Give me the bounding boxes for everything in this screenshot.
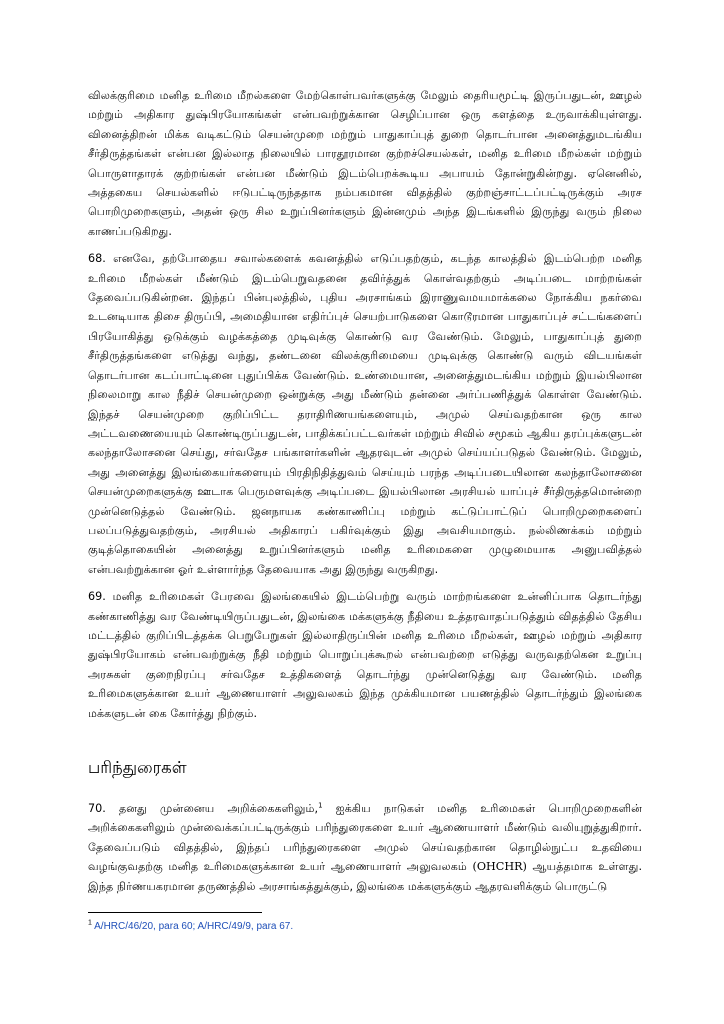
document-body [88,86,642,896]
footnote [88,921,293,933]
section-heading-recommendations: பரிந்துரைகள் [88,758,187,777]
footnote-divider [88,912,262,913]
paragraph-70-part3: ஆயத்தமாக உள்ளது. இந்த நிர்ணயகரமான தருணத்தில் அரசாங்கத்துக்கும், இலங்கை மக்களுக்கும் ஆதரவளிக்கும் பொருட்டு [88,860,642,893]
footnote-link[interactable]: A/HRC/46/20, para 60; A/HRC/49/9, para 67. [94,921,294,932]
paragraph-69: 69. மனித உரிமைகள் பேரவை இலங்கையில் இடம்பெற்று வரும் மாற்றங்களை உன்னிப்பாக தொடர்ந்து கண்காணித்து வர வேண்டியிருப்பதுடன், இலங்கை மக்களுக்கு நீதியை உத்தரவாதப்படுத்தும் விதத்தில் தேசிய மட்டத்தில் குறிப்பிடத்தக்க பெறுபேறுகள் இல்லாதிருப்பின் மனித உரிமை மீறல்கள், ஊழல் மற்றும் அதிகார துஷ்பிரயோகம் என்பவற்றுக்கு நீதி மற்றும் பொறுப்புக்கூறல் என்பவற்றை எடுத்து வருவதற்கென உறுப்பு அரசுகள் குறைநிரப்பு சர்வதேச உத்திகளைத் தொடர்ந்து முன்னெடுத்து வர வேண்டும். மனித உரிமைகளுக்கான உயர் ஆணையாளர் அலுவலகம் இந்த முக்கியமான பயணத்தில் தொடர்ந்தும் இலங்கை மக்களுடன் கை கோர்த்து நிற்கும். [88,590,642,720]
paragraph-68: 68. எனவே, தற்போதைய சவால்களைக் கவனத்தில் எடுப்பதற்கும், கடந்த காலத்தில் இடம்பெற்ற மனித உரிமை மீறல்கள் மீண்டும் இடம்பெறுவதனை தவிர்த்துக் கொள்வதற்கும் அடிப்படை மாற்றங்கள் தேவைப்படுகின்றன. இந்தப் பின்புலத்தில், புதிய அரசாங்கம் இராணுவமயமாக்கலை நோக்கிய நகர்வை உடனடியாக திசை திருப்பி, அமைதியான எதிர்ப்புச் செயற்பாடுகளை கொடூரமான பாதுகாப்புச் சட்டங்களைப் பிரயோகித்து ஒடுக்கும் வழக்கத்தை முடிவுக்கு கொண்டு வர வேண்டும். மேலும், பாதுகாப்புத் துறை சீர்திருத்தங்களை எடுத்து வந்து, தண்டனை விலக்குரிமையை முடிவுக்கு கொண்டு வரும் விடயங்கள் தொடர்பான கடப்பாட்டினை புதுப்பிக்க வேண்டும். உண்மையான, அனைத்துமடங்கிய மற்றும் இயல்பிலான நிலைமாறு கால நீதிச் செயன்முறை ஒன்றுக்கு அது மீண்டும் தன்னை அர்ப்பணித்துக் கொள்ள வேண்டும். இந்தச் செயன்முறை குறிப்பிட்ட தராதிரிணயங்களையும், அமுல் செய்வதற்கான ஒரு கால அட்டவணையையும் கொண்டிருப்பதுடன், பாதிக்கப்பட்டவர்கள் மற்றும் சிவில் சமூகம் ஆகிய தரப்புக்களுடன் கலந்தாலோசனை செய்து, சர்வதேச பங்காளர்களின் ஆதரவுடன் அமுல் செய்யப்படுதல் வேண்டும். மேலும், அது அனைத்து இலங்கையர்களையும் பிரதிநிதித்துவம் செய்யும் பரந்த அடிப்படையிலான கலந்தாலோசனை செயன்முறைகளுக்கு ஊடாக பெருமளவுக்கு அடிப்படை இயல்பிலான அரசியல் யாப்புச் சீர்திருத்தமொன்றை முன்னெடுத்தல் வேண்டும். ஜனநாயக கண்காணிப்பு மற்றும் கட்டுப்பாட்டுப் பொறிமுறைகளைப் பலப்படுத்துவதற்கும், அரசியல் அதிகாரப் பகிர்வுக்கும் இது அவசியமாகும். நல்லிணக்கம் மற்றும் குடித்தொகையின் அனைத்து உறுப்பினர்களும் மனித உரிமைகளை முழுமையாக அனுபவித்தல் என்பவற்றுக்கான ஓர் உள்ளார்ந்த தேவையாக அது இருந்து வருகிறது. [88,252,642,576]
paragraph-continued: விலக்குரிமை மனித உரிமை மீறல்களை மேற்கொள்பவர்களுக்கு மேலும் தைரியமூட்டி இருப்பதுடன், ஊழல் மற்றும் அதிகார துஷ்பிரயோகங்கள் என்பவற்றுக்கான செழிப்பான ஒரு களத்தை உருவாக்கியுள்ளது. வினைத்திறன் மிக்க வடிகட்டும் செயன்முறை மற்றும் பாதுகாப்புத் துறை தொடர்பான அனைத்துமடங்கிய சீர்திருத்தங்கள் என்பன இல்லாத நிலையில் பாரதூரமான குற்றச்செயல்கள், மனித உரிமை மீறல்கள் மற்றும் பொருளாதாரக் குற்றங்கள் என்பன மீண்டும் இடம்பெறக்கூடிய அபாயம் தோன்றுகின்றது. ஏனெனில், அத்தகைய செயல்களில் ஈடுபட்டிருந்ததாக நம்பகமான விதத்தில் குற்றஞ்சாட்டப்பட்டிருக்கும் அரச பொறிமுறைகளும், அதன் ஒரு சில உறுப்பினர்களும் இன்னமும் அந்த இடங்களில் இருந்து வரும் நிலை காணப்படுகிறது. [88,89,642,238]
footnote-reference[interactable]: 1 [318,801,323,810]
acronym-ohchr: (OHCHR) [472,860,527,874]
paragraph-70-part1: 70. தனது முன்னைய அறிக்கைகளிலும், [88,802,319,815]
paragraph-70 [88,799,642,896]
paragraph-70-part2: ஐக்கிய நாடுகள் மனித உரிமைகள் பொறிமுறைகளின் அறிக்கைகளிலும் முன்வைக்கப்பட்டிருக்கும் பரிந்துரைகளை உயர் ஆணையாளர் மீண்டும் வலியுறுத்துகிறார். தேவைப்படும் விதத்தில், இந்தப் பரிந்துரைகளை அமுல் செய்வதற்கான தொழில்நுட்ப உதவியை வழங்குவதற்கு மனித உரிமைகளுக்கான உயர் ஆணையாளர் அலுவலகம் [88,802,642,874]
footnote-number: 1 [88,919,92,927]
